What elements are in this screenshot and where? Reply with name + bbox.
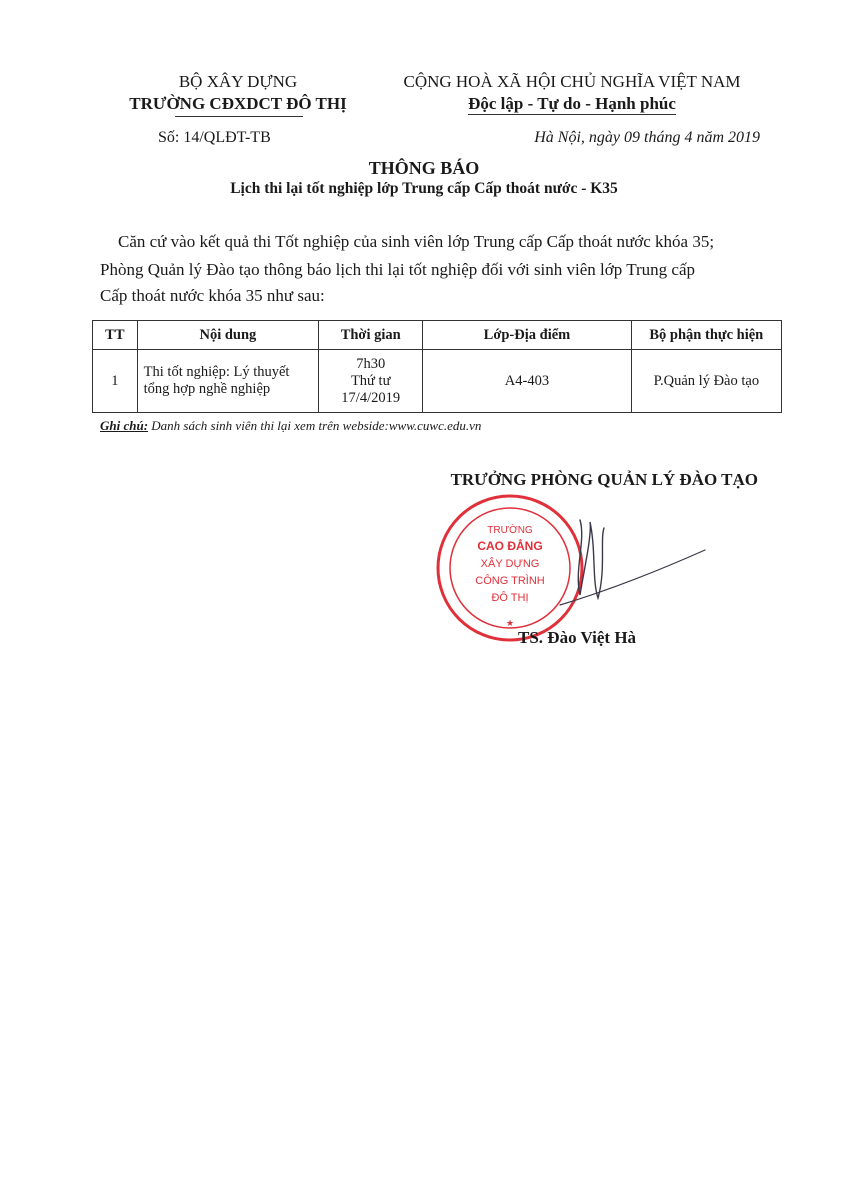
date-place: Hà Nội, ngày 09 tháng 4 năm 2019 xyxy=(534,129,760,146)
stamp-line-1: TRƯỜNG xyxy=(487,525,533,536)
note xyxy=(100,418,481,434)
stamp-line-3: XÂY DỰNG xyxy=(480,558,540,570)
column-header: TT xyxy=(93,321,138,350)
column-header: Bộ phận thực hiện xyxy=(631,321,781,350)
schedule-table xyxy=(92,320,782,413)
note-label: Ghi chú: xyxy=(100,418,149,433)
table-row xyxy=(93,350,782,413)
column-header: Lớp-Địa điểm xyxy=(423,321,631,350)
body-line-2: Phòng Quản lý Đào tạo thông báo lịch thi lại tốt nghiệp đối với sinh viên lớp Trung cấp xyxy=(100,260,695,279)
column-header: Nội dung xyxy=(137,321,319,350)
motto-text: Độc lập - Tự do - Hạnh phúc xyxy=(468,94,676,113)
document-subtitle: Lịch thi lại tốt nghiệp lớp Trung cấp Cấp thoát nước - K35 xyxy=(230,180,618,197)
time-weekday: Thứ tư xyxy=(350,372,391,389)
national-motto xyxy=(376,94,768,114)
cell-location: A4-403 xyxy=(423,350,631,413)
school-name: TRƯỜNG CĐXDCT ĐÔ THỊ xyxy=(129,94,347,113)
document-title: THÔNG BÁO xyxy=(368,158,480,178)
stamp-line-5: ĐÔ THỊ xyxy=(491,592,529,604)
signer-position: TRƯỞNG PHÒNG QUẢN LÝ ĐÀO TẠO xyxy=(450,470,758,489)
body-line-3: Cấp thoát nước khóa 35 như sau: xyxy=(100,286,325,305)
table-header-row xyxy=(93,321,782,350)
stamp-line-4: CÔNG TRÌNH xyxy=(475,575,545,587)
time-hour: 7h30 xyxy=(356,355,386,372)
ministry-name: BỘ XÂY DỰNG xyxy=(178,72,298,91)
cell-department: P.Quản lý Đào tạo xyxy=(631,350,781,413)
stamp-line-2: CAO ĐẲNG xyxy=(477,539,543,553)
time-date: 17/4/2019 xyxy=(341,389,401,406)
document-number: Số: 14/QLĐT-TB xyxy=(158,129,271,146)
column-header: Thời gian xyxy=(319,321,423,350)
cell-content: Thi tốt nghiệp: Lý thuyết tổng hợp nghề nghiệp xyxy=(137,350,319,413)
cell-time xyxy=(319,350,423,413)
stamp-star-icon: ★ xyxy=(505,619,515,629)
signer-name: TS. Đào Việt Hà xyxy=(518,628,637,647)
note-text: Danh sách sinh viên thi lại xem trên webside:www.cuwc.edu.vn xyxy=(148,418,482,433)
school-underline xyxy=(175,116,303,117)
handwritten-signature xyxy=(540,510,710,620)
cell-tt: 1 xyxy=(93,350,138,413)
body-line-1: Căn cứ vào kết quả thi Tốt nghiệp của sinh viên lớp Trung cấp Cấp thoát nước khóa 35; xyxy=(118,232,715,251)
republic-heading: CỘNG HOÀ XÃ HỘI CHỦ NGHĨA VIỆT NAM xyxy=(403,72,741,91)
